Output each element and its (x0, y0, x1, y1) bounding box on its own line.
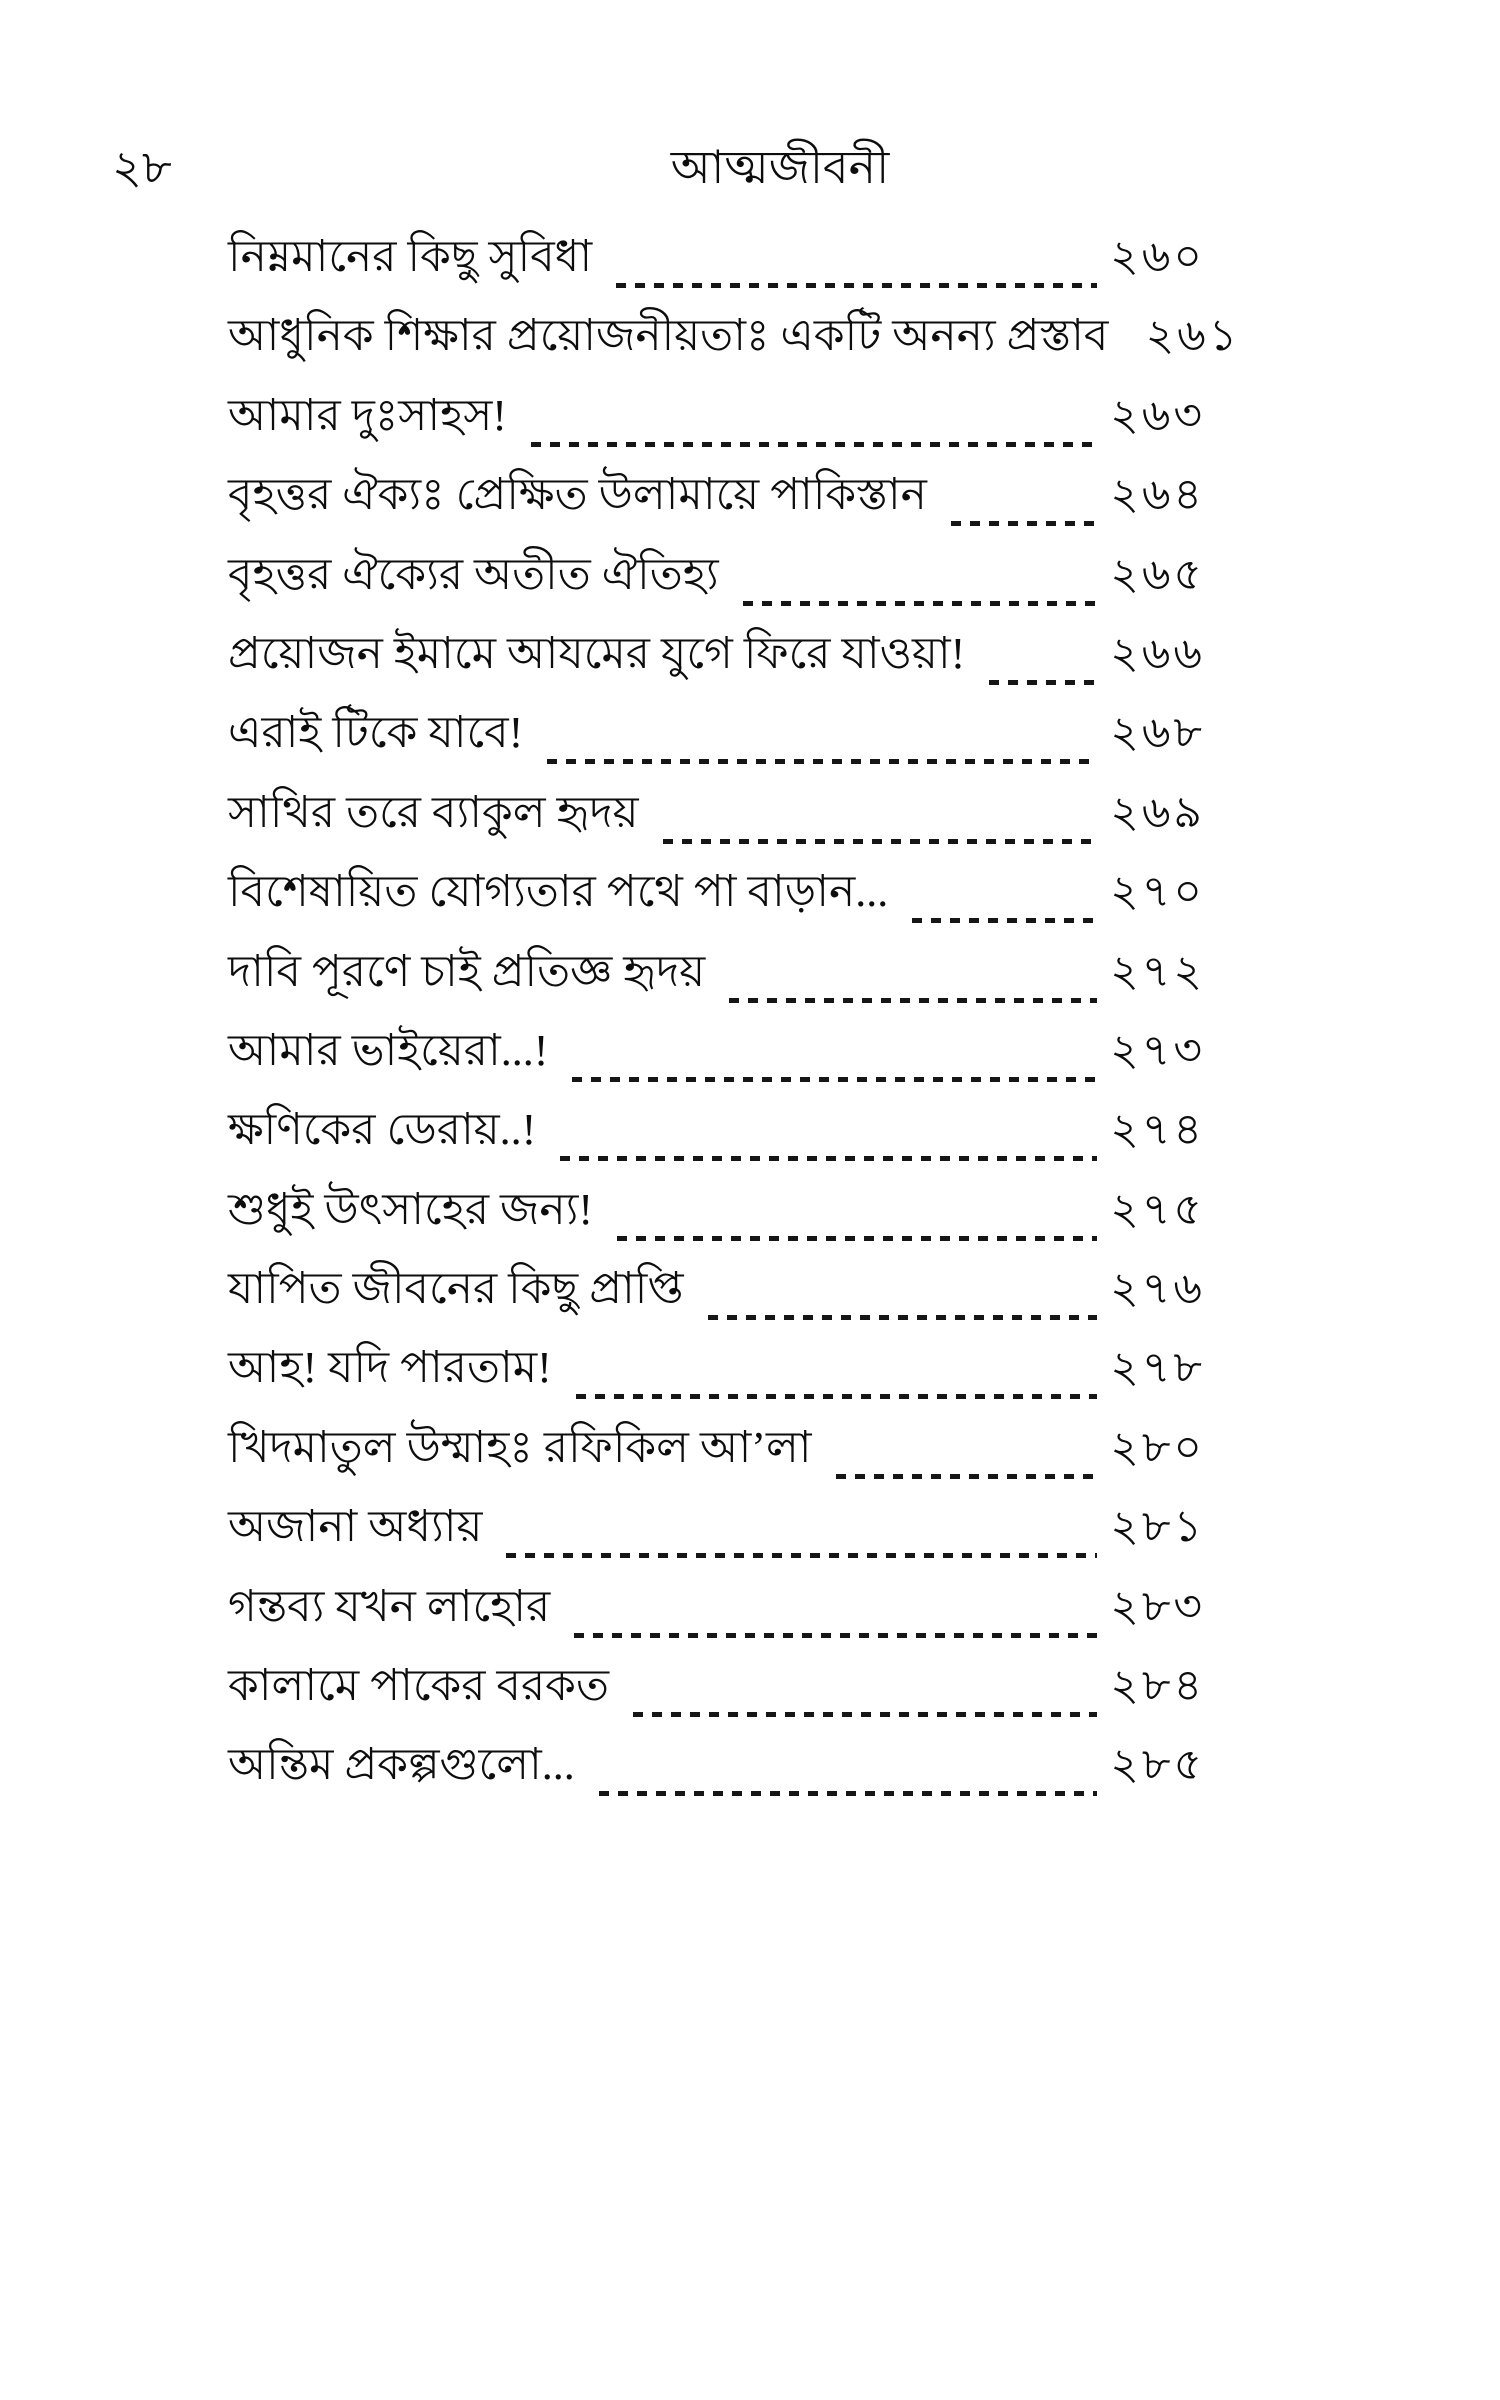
toc-entry-row (228, 1419, 1205, 1498)
dotted-leader (989, 680, 1097, 685)
toc-entry-page-number: ২৮৩ (1110, 1581, 1205, 1631)
dotted-leader (633, 1712, 1097, 1717)
dotted-leader (951, 521, 1097, 526)
dotted-leader (572, 1077, 1097, 1082)
dotted-leader (531, 442, 1097, 447)
toc-entry-row (228, 1578, 1205, 1657)
toc-entry-title: দাবি পূরণে চাই প্রতিজ্ঞ হৃদয় (228, 946, 706, 996)
toc-entry-row (228, 704, 1205, 783)
toc-entry-page-number: ২৭২ (1110, 946, 1205, 996)
dotted-leader (616, 283, 1097, 288)
header-page-number: ২৮ (112, 142, 172, 193)
dotted-leader (617, 1236, 1097, 1241)
toc-entry-title: এরাই টিকে যাবে! (228, 708, 524, 758)
toc-entry-row (228, 1101, 1205, 1180)
toc-entry-row (228, 943, 1205, 1022)
toc-entry-row (228, 387, 1205, 466)
toc-entry-row (228, 466, 1205, 545)
toc-entry-title: অজানা অধ্যায় (228, 1502, 483, 1552)
toc-entry-title: সাথির তরে ব্যাকুল হৃদয় (228, 787, 639, 837)
toc-entry-page-number: ২৬৪ (1110, 470, 1205, 520)
toc-entry-row (228, 307, 1241, 386)
toc-entry-page-number: ২৬৬ (1110, 628, 1205, 678)
dotted-leader (836, 1474, 1098, 1479)
dotted-leader (506, 1553, 1097, 1558)
dotted-leader (560, 1156, 1097, 1161)
toc-entry-page-number: ২৮০ (1110, 1422, 1205, 1472)
toc-entry-title: আমার ভাইয়েরা...! (228, 1025, 549, 1075)
toc-entry-page-number: ২৮৫ (1110, 1740, 1205, 1790)
toc-entry-row (228, 863, 1205, 942)
toc-entry-title: বৃহত্তর ঐক্যঃ প্রেক্ষিত উলামায়ে পাকিস্তান (228, 470, 927, 520)
toc-entry-row (228, 1736, 1205, 1815)
dotted-leader (912, 918, 1097, 923)
toc-entry-row (228, 1339, 1205, 1418)
dotted-leader (729, 998, 1097, 1003)
toc-entry-page-number: ২৬৩ (1110, 390, 1205, 440)
toc-entry-title: আহ! যদি পারতাম! (228, 1343, 552, 1393)
toc-entry-title: যাপিত জীবনের কিছু প্রাপ্তি (228, 1264, 684, 1314)
dotted-leader (574, 1633, 1097, 1638)
toc-entry-page-number: ২৮১ (1110, 1502, 1205, 1552)
toc-entry-page-number: ২৬৫ (1110, 549, 1205, 599)
toc-entry-page-number: ২৭৫ (1110, 1184, 1205, 1234)
toc-entry-title: ক্ষণিকের ডেরায়..! (228, 1105, 537, 1155)
toc-entry-title: বৃহত্তর ঐক্যের অতীত ঐতিহ্য (228, 549, 719, 599)
toc-entry-row (228, 1657, 1205, 1736)
toc-entry-title: অন্তিম প্রকল্পগুলো... (228, 1740, 575, 1790)
toc-entry-row (228, 1498, 1205, 1577)
toc-entry-row (228, 1022, 1205, 1101)
toc-entry-page-number: ২৬০ (1110, 232, 1205, 281)
toc-entry-title: আমার দুঃসাহস! (228, 390, 507, 440)
dotted-leader (663, 839, 1097, 844)
toc-entry-title: খিদমাতুল উম্মাহঃ রফিকিল আ’লা (228, 1422, 812, 1472)
dotted-leader (547, 759, 1097, 764)
toc-entry-row (228, 1260, 1205, 1339)
toc-entry-page-number: ২৬৮ (1110, 708, 1205, 758)
toc-entry-row (228, 625, 1205, 704)
toc-entry-title: নিম্নমানের কিছু সুবিধা (228, 232, 593, 281)
dotted-leader (743, 601, 1097, 606)
toc-entry-row (228, 228, 1205, 307)
header-book-title: আত্মজীবনী (670, 142, 890, 193)
table-of-contents (228, 228, 1241, 1816)
toc-entry-title: প্রয়োজন ইমামে আযমের যুগে ফিরে যাওয়া! (228, 628, 966, 678)
toc-entry-title: শুধুই উৎসাহের জন্য! (228, 1184, 594, 1234)
toc-entry-row (228, 546, 1205, 625)
running-header (0, 138, 1500, 210)
toc-entry-title: বিশেষায়িত যোগ্যতার পথে পা বাড়ান... (228, 867, 889, 917)
toc-entry-title: আধুনিক শিক্ষার প্রয়োজনীয়তাঃ একটি অনন্য প্রস্তাব (228, 311, 1109, 361)
toc-entry-page-number: ২৬৯ (1110, 787, 1205, 837)
toc-entry-title: গন্তব্য যখন লাহোর (228, 1581, 551, 1631)
toc-entry-page-number: ২৭৬ (1110, 1264, 1205, 1314)
toc-entry-title: কালামে পাকের বরকত (228, 1661, 609, 1711)
toc-entry-row (228, 1181, 1205, 1260)
toc-entry-page-number: ২৭৪ (1110, 1105, 1205, 1155)
dotted-leader (599, 1791, 1097, 1796)
dotted-leader (708, 1315, 1097, 1320)
toc-entry-page-number: ২৭৮ (1110, 1343, 1205, 1393)
toc-entry-page-number: ২৬১ (1145, 311, 1241, 361)
toc-entry-page-number: ২৮৪ (1110, 1661, 1205, 1711)
dotted-leader (576, 1394, 1097, 1399)
toc-entry-row (228, 784, 1205, 863)
toc-entry-page-number: ২৭৩ (1110, 1025, 1205, 1075)
toc-entry-page-number: ২৭০ (1110, 867, 1205, 917)
